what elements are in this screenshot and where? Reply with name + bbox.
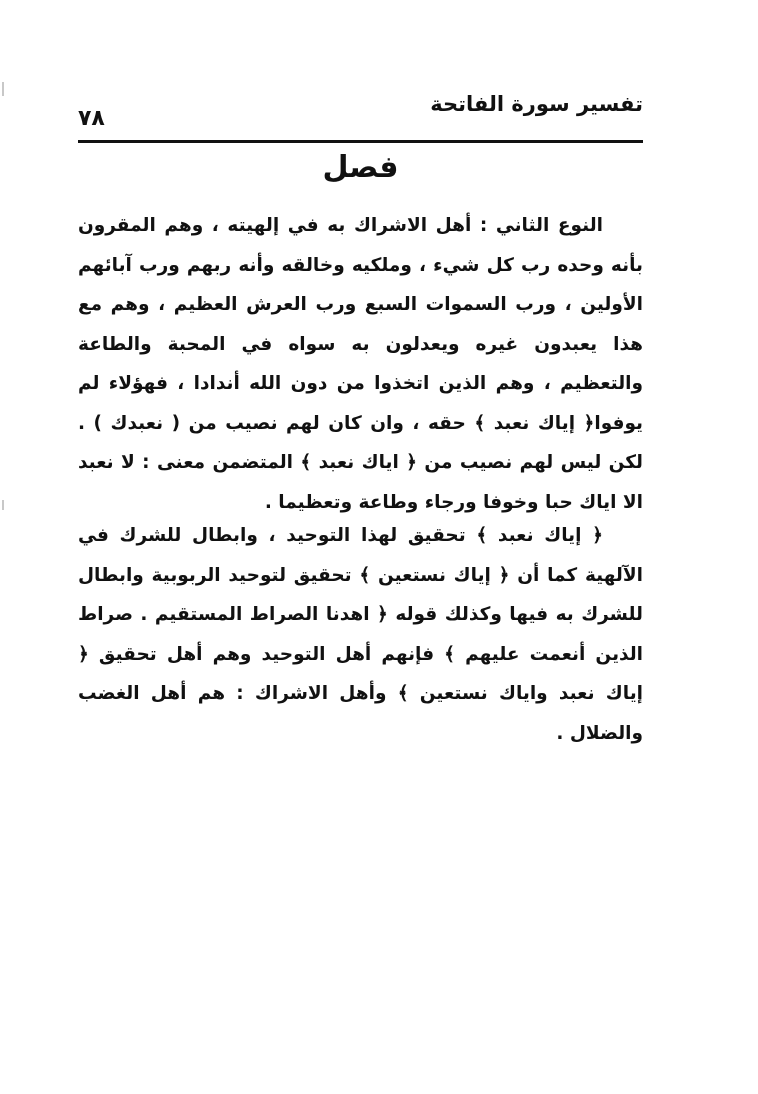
page-header [78,88,643,144]
body-paragraph-1: النوع الثاني : أهل الاشراك به في إلهيته ، وهم المقرون بأنه وحده رب كل شيء ، وملكيه وخالقه وأنه ربهم ورب آبائهم الأولين ، ورب السموات السبع ورب العرش العظيم ، وهم مع هذا يعبدون غيره ويعدلون به سواه في المحبة والطاعة والتعظيم ، وهم الذين اتخذوا من دون الله أندادا ، فهؤلاء لم يوفوا﴿ إياك نعبد ﴾ حقه ، وان كان لهم نصيب من ( نعبدك ) . لكن ليس لهم نصيب من ﴿ اياك نعبد ﴾ المتضمن معنى : لا نعبد الا اياك حبا وخوفا ورجاء وطاعة وتعظيما . [78,215,643,513]
header-rule [78,140,643,143]
scan-artifact-left-lower [2,500,4,510]
scan-artifact-left [2,82,4,96]
section-heading: فصل [322,150,399,185]
body-paragraph-2: ﴿ إياك نعبد ﴾ تحقيق لهذا التوحيد ، وابطال للشرك في الآلهية كما أن ﴿ إياك نستعين ﴾ تحقيق لتوحيد الربوبية وابطال للشرك به فيها وكذلك قوله ﴿ اهدنا الصراط المستقيم . صراط الذين أنعمت عليهم ﴾ فإنهم أهل التوحيد وهم أهل تحقيق ﴿ إياك نعبد واياك نستعين ﴾ وأهل الاشراك : هم أهل الغضب والضلال . [78,525,643,744]
running-title: تفسير سورة الفاتحة [430,92,643,116]
page-number: ٧٨ [78,106,105,131]
